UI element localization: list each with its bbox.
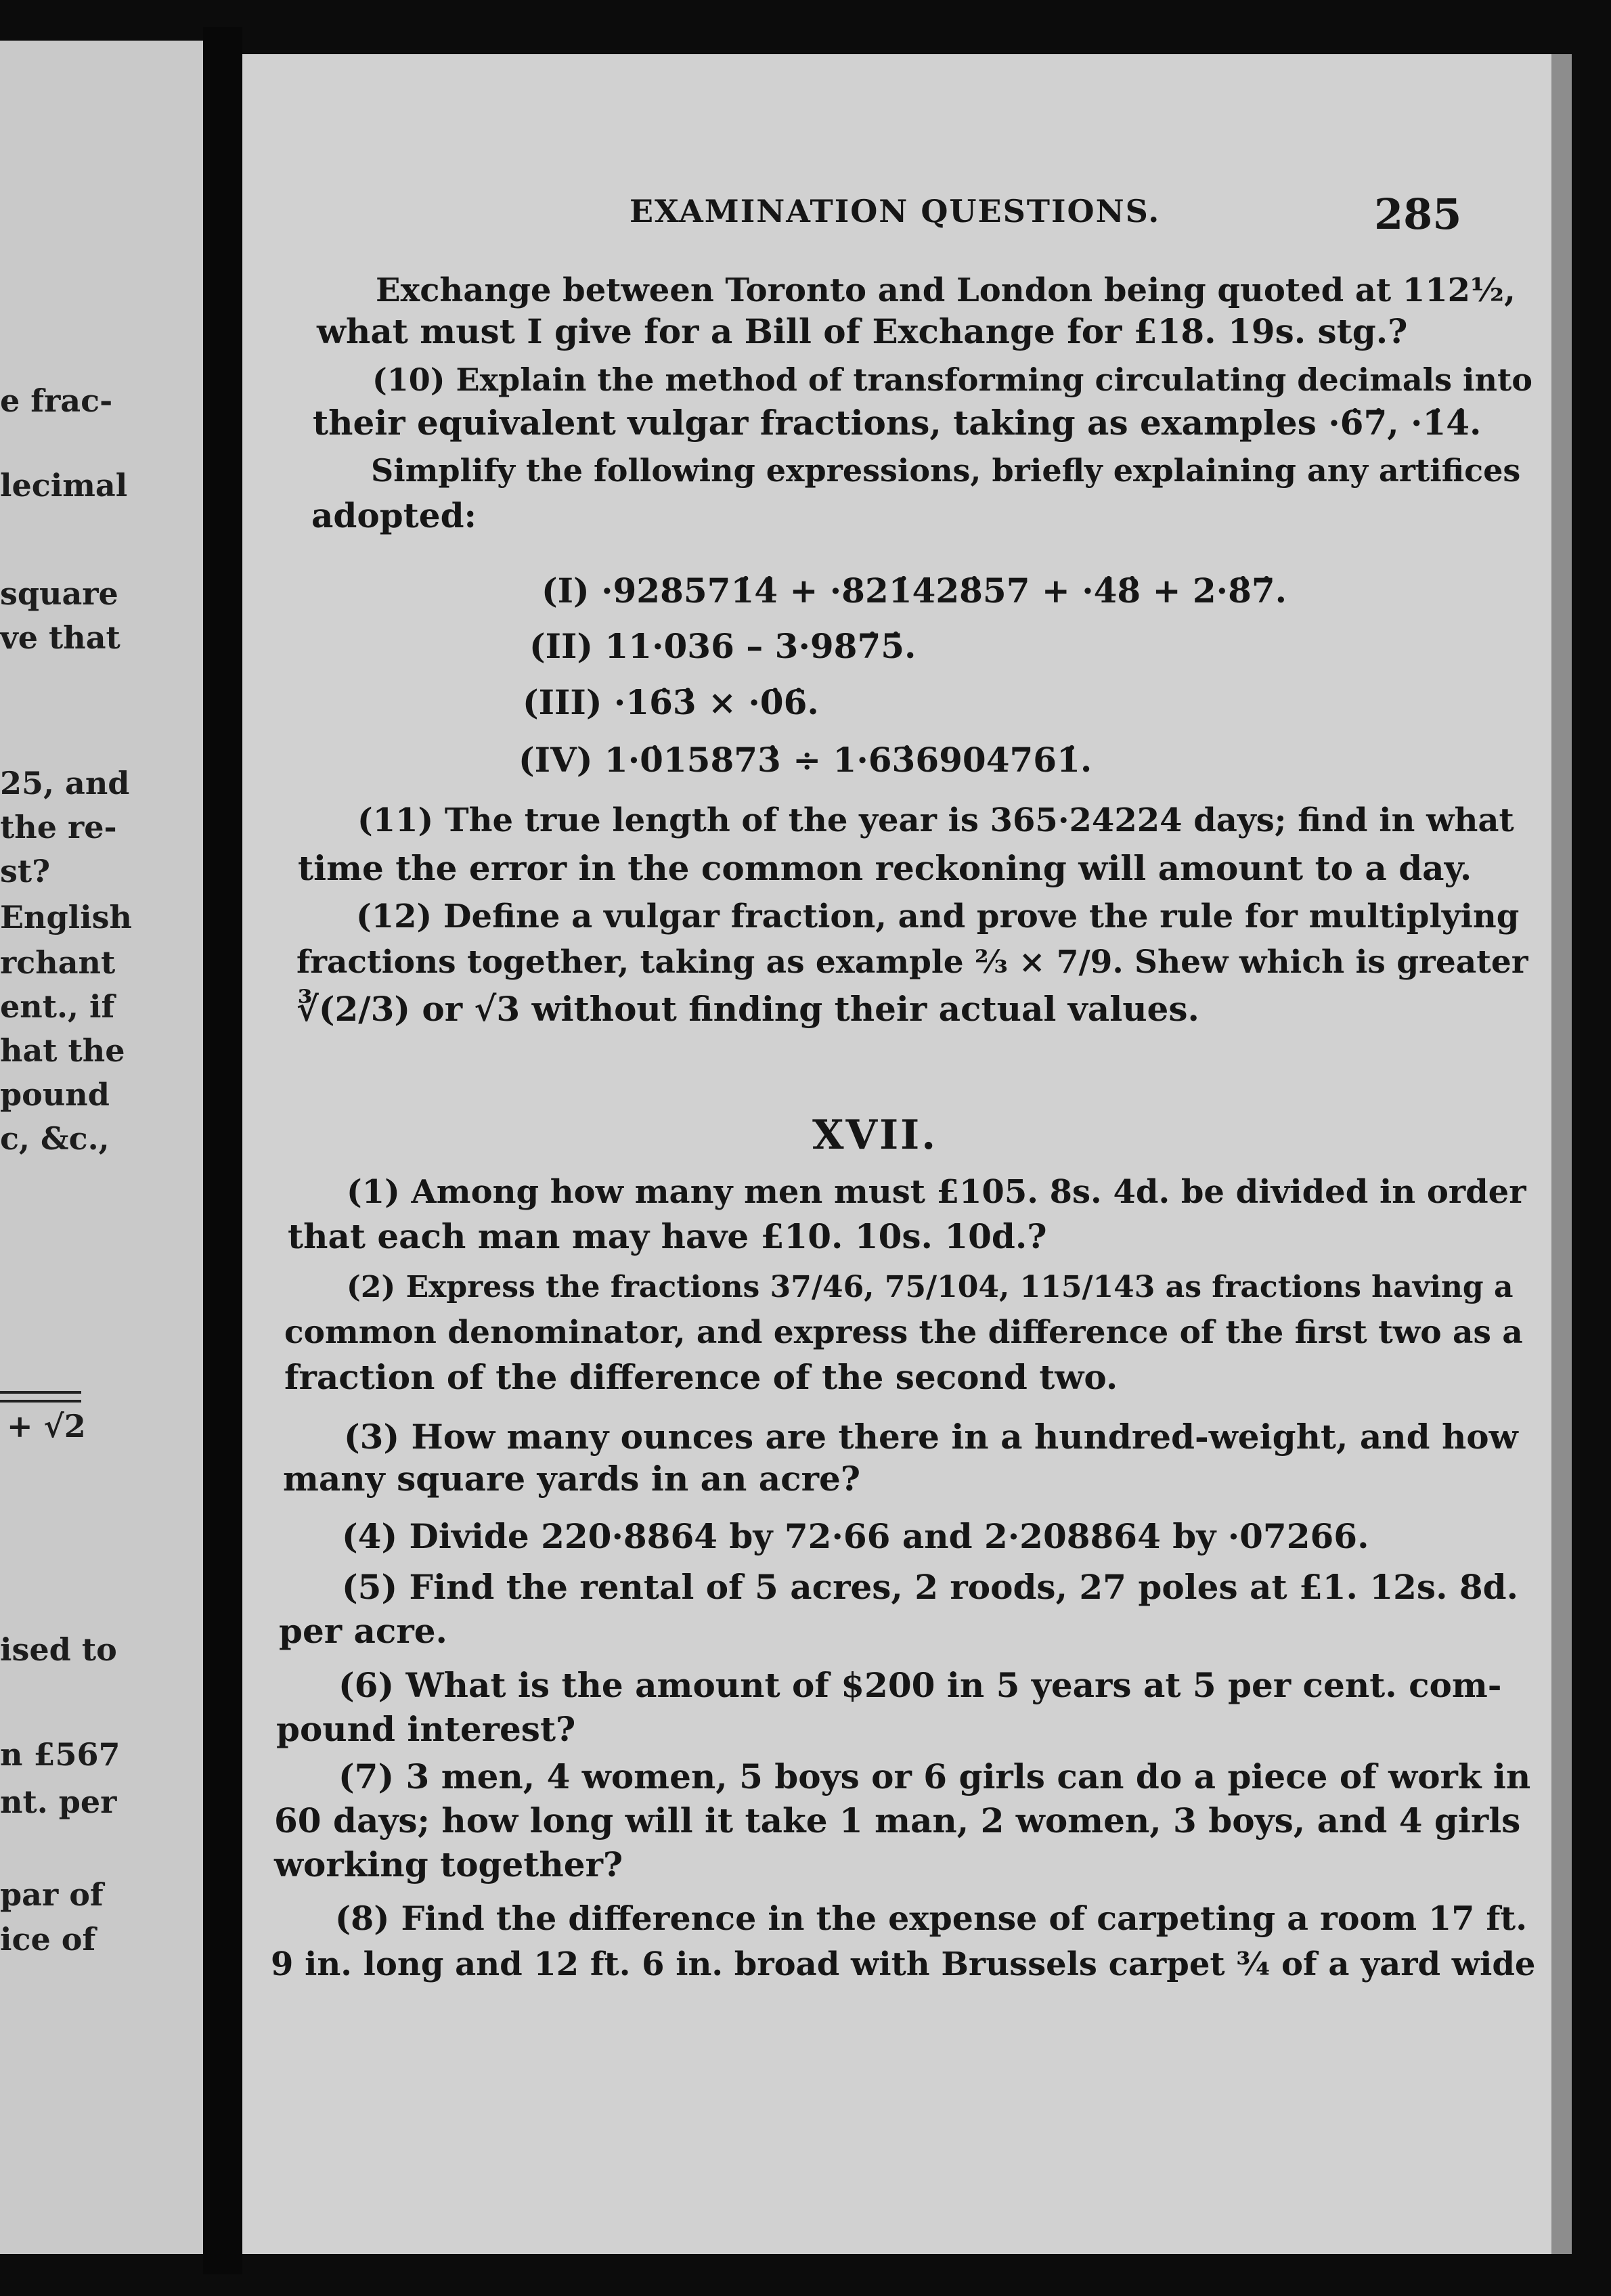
expression-line: (III) ·16̇3̇ × ·0̇6̇.: [523, 682, 819, 722]
text-line: ∛(2/3) or √3 without finding their actual values.: [296, 989, 1199, 1029]
text-line: common denominator, and express the difference of the first two as a: [284, 1314, 1523, 1351]
left-page-fragment: [0, 41, 203, 2254]
left-fragment: hat the: [0, 1032, 125, 1069]
text-line: 60 days; how long will it take 1 man, 2 women, 3 boys, and 4 girls: [274, 1801, 1521, 1840]
left-fragment: ent., if: [0, 988, 115, 1025]
text-line: their equivalent vulgar fractions, taking as examples ·6̇7̇, ·1̇4̇.: [313, 403, 1482, 443]
book-gutter: [203, 27, 242, 2274]
text-line: (4) Divide 220·8864 by 72·66 and 2·208864 by ·07266.: [342, 1516, 1369, 1556]
text-line: (2) Express the fractions 37/46, 75/104, 115/143 as fractions having a: [347, 1270, 1514, 1304]
left-fragment: lecimal: [0, 467, 128, 504]
text-line: (12) Define a vulgar fraction, and prove the rule for multiplying: [356, 898, 1520, 935]
left-fragment: c, &c.,: [0, 1120, 110, 1157]
text-line: many square yards in an acre?: [283, 1459, 861, 1499]
text-line: (3) How many ounces are there in a hundred-weight, and how: [344, 1417, 1518, 1457]
text-line: (10) Explain the method of transforming circulating decimals into: [372, 361, 1532, 398]
left-fragment: pound: [0, 1076, 110, 1113]
text-line: (8) Find the difference in the expense of carpeting a room 17 ft.: [335, 1899, 1528, 1938]
section-heading: XVII.: [812, 1111, 938, 1159]
text-line: that each man may have £10. 10s. 10d.?: [288, 1216, 1047, 1256]
text-line: Exchange between Toronto and London being quoted at 112½,: [376, 271, 1516, 309]
text-line: fractions together, taking as example ⅔ × 7/9. Shew which is greater: [296, 944, 1528, 981]
left-fragment: English: [0, 899, 132, 935]
page-edge: [1551, 54, 1572, 2254]
text-line: fraction of the difference of the second two.: [284, 1357, 1118, 1397]
text-line: (11) The true length of the year is 365·24224 days; find in what: [357, 801, 1514, 839]
text-line: Simplify the following expressions, briefly explaining any artifices: [371, 452, 1521, 489]
left-fragment: ised to: [0, 1631, 117, 1668]
text-line: (1) Among how many men must £105. 8s. 4d. be divided in order: [347, 1173, 1526, 1211]
left-fragment: n £567: [0, 1736, 120, 1773]
left-fragment: rchant: [0, 944, 116, 981]
text-line: working together?: [274, 1845, 623, 1884]
text-line: (7) 3 men, 4 women, 5 boys or 6 girls can do a piece of work in: [338, 1757, 1531, 1796]
left-fragment: the re-: [0, 809, 117, 845]
text-line: 9 in. long and 12 ft. 6 in. broad with Brussels carpet ¾ of a yard wide: [271, 1945, 1536, 1983]
text-line: pound interest?: [276, 1709, 576, 1749]
left-rule: [0, 1400, 81, 1403]
text-line: (6) What is the amount of $200 in 5 years at 5 per cent. com-: [338, 1665, 1502, 1705]
left-fragment: ice of: [0, 1921, 96, 1958]
left-fragment: e frac-: [0, 382, 113, 419]
expression-line: (II) 11·036 – 3·987̇5̇.: [529, 626, 917, 666]
page-number: 285: [1374, 190, 1462, 239]
expression-line: (I) ·928571̇4̇ + ·821̇428̇57 + ·4̇8̇ + 2·8̇7̇.: [542, 571, 1287, 611]
running-head: EXAMINATION QUESTIONS.: [630, 193, 1161, 229]
left-fragment: square: [0, 575, 118, 612]
text-line: what must I give for a Bill of Exchange for £18. 19s. stg.?: [317, 311, 1408, 351]
left-fragment: st?: [0, 853, 51, 889]
expression-line: (IV) 1·0̇15873̇ ÷ 1·63̇6904761̇.: [518, 740, 1093, 780]
text-line: adopted:: [311, 495, 477, 535]
text-line: (5) Find the rental of 5 acres, 2 roods, 27 poles at £1. 12s. 8d.: [342, 1567, 1519, 1607]
left-fragment: ve that: [0, 619, 120, 656]
left-fragment: + √2: [7, 1408, 86, 1444]
left-fragment: nt. per: [0, 1784, 117, 1820]
left-rule: [0, 1391, 81, 1394]
text-line: time the error in the common reckoning will amount to a day.: [298, 848, 1472, 888]
text-line: per acre.: [279, 1611, 447, 1651]
left-fragment: par of: [0, 1876, 104, 1913]
left-fragment: 25, and: [0, 765, 130, 801]
